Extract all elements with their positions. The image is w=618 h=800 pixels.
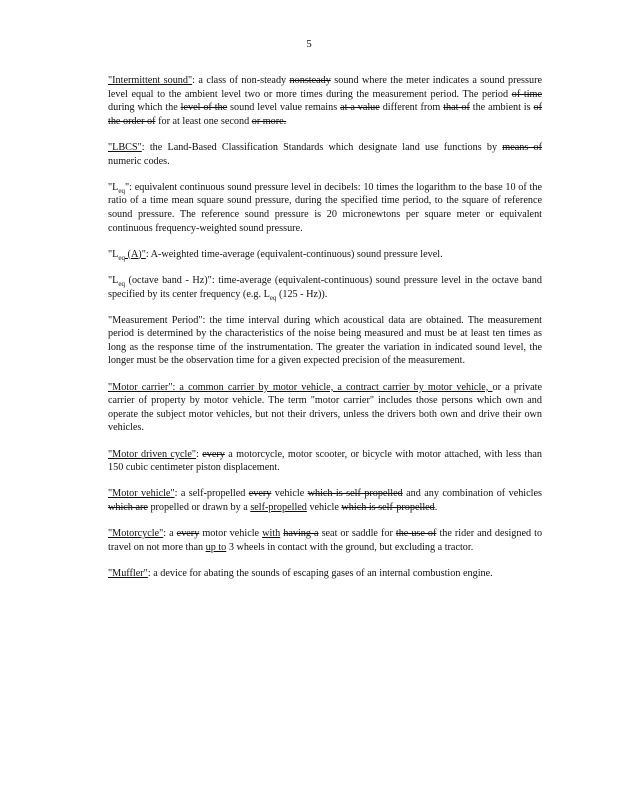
subscript-text: eq (269, 293, 277, 302)
definition-text: vehicle (271, 488, 308, 500)
definition-text: "L (108, 248, 119, 260)
defined-term: (A)" (125, 248, 146, 260)
subscript-text: eq (118, 279, 125, 288)
definition-text: different from (379, 102, 444, 114)
definition-text: : a self-propelled (174, 488, 249, 500)
definition-paragraph (108, 181, 542, 235)
definition-text: motor vehicle (199, 528, 263, 540)
subscript-text: eq (118, 186, 125, 195)
struck-text: every (202, 448, 225, 460)
struck-text: which is self-propelled (341, 502, 435, 513)
inserted-text: up to (205, 541, 227, 553)
definition-paragraph (108, 487, 542, 514)
defined-term: "Intermittent sound" (108, 75, 193, 86)
definition-paragraph (108, 274, 542, 301)
definition-text: : A-weighted time-average (equivalent-continuous) sound pressure level. (145, 248, 443, 260)
struck-text: nonsteady (289, 75, 331, 86)
definition-text: (octave band - Hz)": time-average (equivalent-continuous) sound pressure level in the octave band specified by its center frequency (e.g. L (108, 274, 542, 300)
definition-text: : the Land-Based Classification Standards which designate land use functions by (141, 141, 503, 153)
definition-text: sound where the meter indicates a sound pressure level equal to the ambient level two or more times during the measurement period. The period (108, 75, 542, 100)
definition-text: propelled or drawn by a (147, 502, 251, 513)
definition-text: ": equivalent continuous sound pressure level in decibels: 10 times the logarithm to the base 10 of the ratio of a time mean square sound pressure, during the specified time period, to the square of reference sound pressure. The reference sound pressure is 20 micronewtons per square meter or equivalent continuous frequency-weighted sound pressure. (108, 181, 542, 234)
definition-text: : a device for abating the sounds of escaping gases of an internal combustion engine. (147, 567, 493, 579)
inserted-text: self-propelled (250, 502, 307, 513)
definition-text: : a class of non-steady (192, 75, 290, 86)
definition-paragraph (108, 448, 542, 475)
definition-text: for at least one second (155, 115, 252, 127)
definition-paragraph (108, 141, 542, 168)
definition-paragraph (108, 74, 542, 128)
definition-text: or a private carrier of property by motor vehicle. The term "motor carrier" includes those persons which own and operate the subject motor vehicles, but not their drivers, unless the drivers both own and drive their own vehicles. (108, 381, 542, 434)
defined-term: "LBCS" (108, 141, 142, 153)
definition-paragraph (108, 567, 542, 581)
struck-text: means of (502, 141, 542, 153)
definition-text: : (196, 448, 203, 460)
struck-text: which is self-propelled (307, 488, 403, 500)
struck-text: every (176, 528, 200, 540)
definition-text: and any combination of vehicles (402, 488, 542, 500)
definition-text: (125 - Hz)). (276, 288, 328, 300)
definition-text: a motorcycle, motor scooter, or bicycle with motor attached, with less than 150 cubic centimeter piston displacement. (108, 448, 542, 474)
struck-text: of time (511, 88, 543, 100)
definition-text: the ambient is (469, 102, 534, 114)
defined-term: "Motor driven cycle" (108, 448, 197, 460)
definition-text: 3 wheels in contact with the ground, but excluding a tractor. (226, 541, 474, 553)
struck-text: of the order of (108, 102, 542, 127)
definition-text: "L (108, 181, 119, 193)
defined-term: "Motor vehicle" (108, 488, 175, 500)
definitions-list (108, 74, 542, 593)
definition-text: : a (163, 528, 177, 540)
struck-text: that of (443, 102, 470, 114)
page-number: 5 (306, 38, 312, 50)
inserted-text: "Motor carrier": a common carrier by motor vehicle, a contract carrier by motor vehicle, (108, 381, 493, 393)
definition-text: sound level value remains (227, 102, 341, 114)
definition-text: seat or saddle for (318, 528, 396, 540)
definition-paragraph (108, 248, 542, 262)
struck-text: every (248, 488, 272, 500)
defined-term: "Muffler" (108, 567, 148, 579)
struck-text: which are (108, 502, 148, 513)
inserted-text: with (262, 528, 281, 540)
definition-text: "L (108, 274, 119, 286)
struck-text: having a (283, 528, 319, 540)
definition-text: "Measurement Period": the time interval during which acoustical data are obtained. The measurement period is determined by the characteristics of the noise being measured and must be at least ten times as long as the response time of the instrumentation. The greater the variation in indicated sound level, the longer must be the observation time for a given expected precision of the measurement. (108, 314, 542, 367)
subscript-text: eq (118, 253, 125, 262)
definition-paragraph (108, 381, 542, 435)
struck-text: at a value (340, 102, 380, 114)
definition-text: during which the (108, 102, 181, 114)
struck-text: the use of (395, 528, 437, 540)
struck-text: level of the (180, 102, 228, 114)
definition-text: . (434, 502, 438, 513)
definition-text: the rider and designed to travel on not more than (108, 528, 543, 553)
definition-paragraph (108, 314, 542, 368)
defined-term: "Motorcycle" (108, 528, 164, 540)
definition-text: vehicle (306, 502, 342, 513)
definition-text: numeric codes. (108, 155, 170, 167)
definition-paragraph (108, 527, 542, 554)
struck-text: or more. (251, 115, 287, 127)
